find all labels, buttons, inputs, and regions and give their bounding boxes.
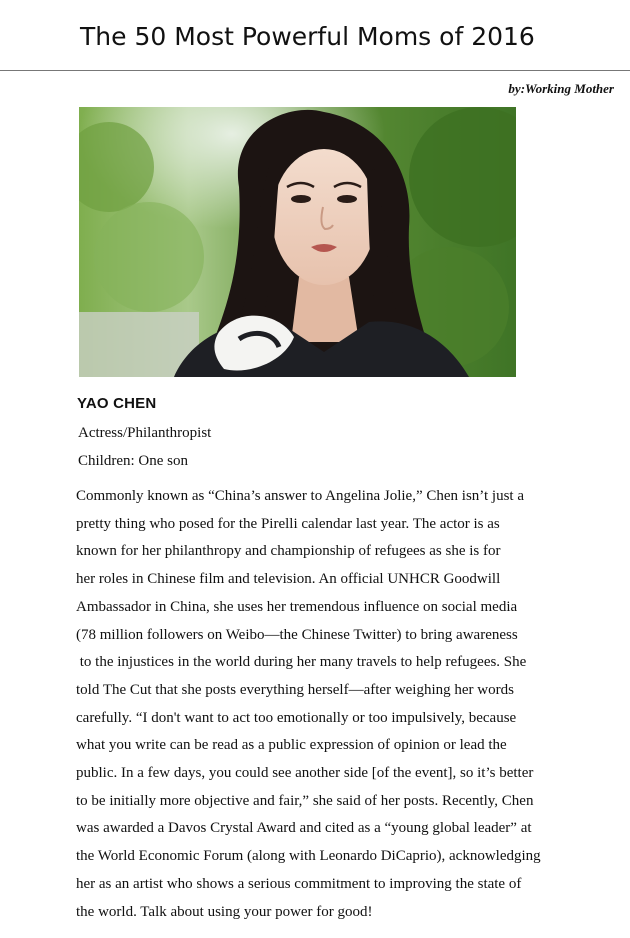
article-line: her roles in Chinese film and television. An official UNHCR Goodwill [76,571,501,588]
person-role: Actress/Philanthropist [78,425,212,441]
article-line: to the injustices in the world during her many travels to help refugees. She [76,654,527,671]
title-divider [0,70,630,71]
article-line: Ambassador in China, she uses her tremendous influence on social media [76,598,518,615]
portrait-photo [79,107,516,377]
article-line: her as an artist who shows a serious commitment to improving the state of [76,875,522,892]
article-line: the world. Talk about using your power for good! [76,903,373,920]
byline: by:Working Mother [508,81,614,96]
article-line: the World Economic Forum (along with Leonardo DiCaprio), acknowledging [76,848,541,865]
person-name: YAO CHEN [77,395,157,412]
article-line: carefully. “I don't want to act too emotionally or too impulsively, because [76,709,517,726]
article-line: (78 million followers on Weibo—the Chinese Twitter) to bring awareness [76,626,518,643]
article-line: pretty thing who posed for the Pirelli calendar last year. The actor is as [76,515,500,532]
page-title: The 50 Most Powerful Moms of 2016 [80,22,535,51]
article-line: public. In a few days, you could see another side [of the event], so it’s better [76,765,534,782]
article-line: was awarded a Davos Crystal Award and cited as a “young global leader” at [76,820,532,837]
article-line: what you write can be read as a public expression of opinion or lead the [76,737,507,754]
article-line: to be initially more objective and fair,” she said of her posts. Recently, Chen [76,792,534,809]
article-line: known for her philanthropy and championship of refugees as she is for [76,543,501,560]
person-children: Children: One son [78,453,188,469]
article-body [76,483,616,926]
article-line: Commonly known as “China’s answer to Angelina Jolie,” Chen isn’t just a [76,488,525,504]
article-line: told The Cut that she posts everything herself—after weighing her words [76,681,514,698]
